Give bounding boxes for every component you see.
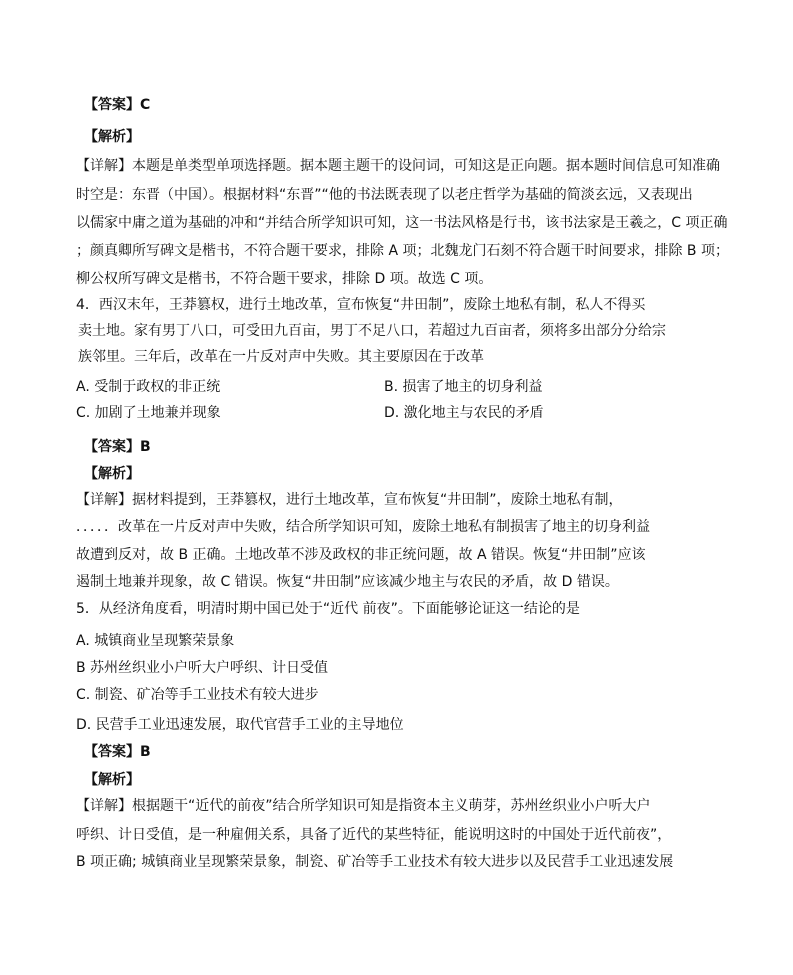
detail-q3-line-3: 以儒家中庸之道为基础的冲和“并结合所学知识可知，这一书法风格是行书，该书法家是王羲之，C 项正确: [76, 215, 728, 231]
question-5-option-d: D. 民营手工业迅速发展，取代官营手工业的主导地位: [76, 717, 404, 733]
detail-q4-line-2: ．．．．．改革在一片反对声中失败，结合所学知识可知，废除土地私有制损害了地主的切身利益: [76, 519, 650, 535]
analysis-label-q5: 【解析】: [84, 772, 140, 788]
detail-q3-line-2: 时空是：东晋（中国）。根据材料“东晋”“他的书法既表现了以老庄哲学为基础的简淡玄远，又表现出: [76, 187, 693, 203]
answer-label-q3: 【答案】C: [84, 97, 151, 113]
question-4-line-1: 4．西汉末年，王莽篡权，进行土地改革，宣布恢复“井田制”，废除土地私有制，私人不得买: [76, 297, 646, 313]
detail-q5-line-2: 呼织、计日受值，是一种雇佣关系，具备了近代的某些特征，能说明这时的中国处于近代前夜”，: [76, 827, 672, 843]
analysis-label-q4: 【解析】: [84, 466, 140, 482]
detail-q4-line-1: 【详解】据材料提到，王莽篡权，进行土地改革，宣布恢复“井田制”，废除土地私有制，: [76, 492, 623, 508]
detail-q5-line-1: 【详解】根据题干“近代的前夜”结合所学知识可知是指资本主义萌芽，苏州丝织业小户听大户: [76, 798, 651, 814]
question-5-option-c: C. 制瓷、矿冶等手工业技术有较大进步: [76, 687, 319, 703]
detail-q4-line-3: 故遭到反对，故 B 正确。土地改革不涉及政权的非正统问题，故 A 错误。恢复“井田制”应该: [76, 547, 646, 563]
question-4-line-3: 族邻里。三年后，改革在一片反对声中失败。其主要原因在于改革: [78, 349, 484, 365]
detail-q5-line-3: B 项正确; 城镇商业呈现繁荣景象，制瓷、矿冶等手工业技术有较大进步以及民营手工业迅速发展: [76, 854, 674, 870]
question-5-option-b: B 苏州丝织业小户听大户呼织、计日受值: [76, 660, 329, 676]
detail-q3-line-5: 柳公权所写碑文是楷书，不符合题干要求，排除 D 项。故选 C 项。: [76, 271, 493, 287]
answer-label-q4: 【答案】B: [84, 439, 151, 455]
question-4-line-2: 卖土地。家有男丁八口，可受田九百亩，男丁不足八口，若超过九百亩者，须将多出部分分给宗: [78, 323, 666, 339]
analysis-label-q3: 【解析】: [84, 129, 140, 145]
detail-q3-line-4: ；颜真卿所写碑文是楷书，不符合题干要求，排除 A 项；北魏龙门石刻不符合题干时间要求，排除 B 项；: [76, 243, 729, 259]
question-4-option-b: B. 损害了地主的切身利益: [384, 379, 543, 395]
question-4-option-a: A. 受制于政权的非正统: [76, 379, 221, 395]
answer-label-q5: 【答案】B: [84, 744, 151, 760]
question-5-stem: 5．从经济角度看，明清时期中国已处于“近代 前夜”。下面能够论证这一结论的是: [76, 601, 580, 617]
question-5-option-a: A. 城镇商业呈现繁荣景象: [76, 633, 235, 649]
question-4-option-c: C. 加剧了土地兼并现象: [76, 405, 221, 421]
detail-q3-line-1: 【详解】本题是单类型单项选择题。据本题主题干的设问词，可知这是正向题。据本题时间信息可知准确: [76, 158, 720, 174]
question-4-option-d: D. 激化地主与农民的矛盾: [384, 405, 544, 421]
detail-q4-line-4: 遏制土地兼并现象，故 C 错误。恢复“井田制”应该减少地主与农民的矛盾，故 D 错误。: [76, 574, 619, 590]
